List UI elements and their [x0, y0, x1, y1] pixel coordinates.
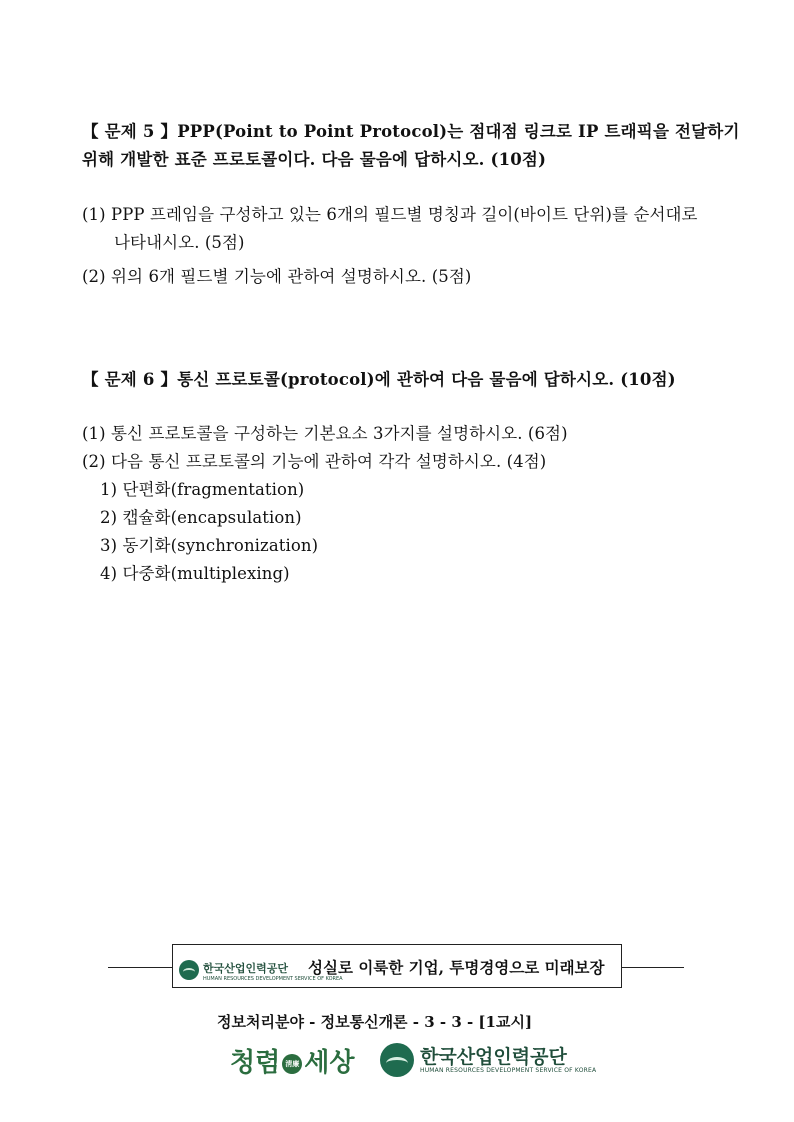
- question-6-item: 1) 단편화(fragmentation): [100, 480, 305, 499]
- clean-world-left: 청렴: [230, 1048, 281, 1078]
- footer-rule-left: [108, 967, 172, 968]
- hrdk-brand-en: HUMAN RESOURCES DEVELOPMENT SERVICE OF KOREA: [420, 1066, 597, 1074]
- footer-rule-right: [622, 967, 684, 968]
- hrdk-emblem-large-icon: [380, 1043, 414, 1077]
- slogan-text: 성실로 이룩한 기업, 투명경영으로 미래보장: [308, 958, 605, 977]
- question-6-sub1: (1) 통신 프로토콜을 구성하는 기본요소 3가지를 설명하시오. (6점): [82, 424, 568, 443]
- hrdk-small-logo-kr: 한국산업인력공단: [203, 962, 289, 975]
- question-6-sub2: (2) 다음 통신 프로토콜의 기능에 관하여 각각 설명하시오. (4점): [82, 452, 547, 471]
- question-6-item: 4) 다중화(multiplexing): [100, 564, 290, 583]
- question-5-sub2: (2) 위의 6개 필드별 기능에 관하여 설명하시오. (5점): [82, 267, 472, 286]
- hrdk-brand-kr: 한국산업인력공단: [420, 1045, 567, 1068]
- clean-badge-icon: 淸廉: [282, 1054, 302, 1074]
- page-footer-info: 정보처리분야 - 정보통신개론 - 3 - 3 - [1교시]: [217, 1013, 533, 1031]
- question-6-title: 【 문제 6 】통신 프로토콜(protocol)에 관하여 다음 물음에 답하시오. (10점): [82, 370, 676, 389]
- question-6-item: 3) 동기화(synchronization): [100, 536, 319, 555]
- question-5-title-line2: 위해 개발한 표준 프로토콜이다. 다음 물음에 답하시오. (10점): [82, 150, 547, 169]
- question-5-sub1-line1: (1) PPP 프레임을 구성하고 있는 6개의 필드별 명칭과 길이(바이트 단위)를 순서대로: [82, 205, 698, 224]
- clean-world-right: 세상: [304, 1048, 355, 1078]
- hrdk-small-logo-en: HUMAN RESOURCES DEVELOPMENT SERVICE OF KOREA: [203, 976, 343, 982]
- question-5-sub1-line2: 나타내시오. (5점): [114, 233, 245, 252]
- clean-world-logo: [230, 1042, 354, 1079]
- question-5-title-line1: 【 문제 5 】PPP(Point to Point Protocol)는 점대점 링크로 IP 트래픽을 전달하기: [82, 122, 740, 141]
- question-6-item: 2) 캡슐화(encapsulation): [100, 508, 302, 527]
- hrdk-logo: [380, 1043, 596, 1077]
- slogan-box: [172, 944, 622, 988]
- hrdk-emblem-icon: [179, 960, 199, 980]
